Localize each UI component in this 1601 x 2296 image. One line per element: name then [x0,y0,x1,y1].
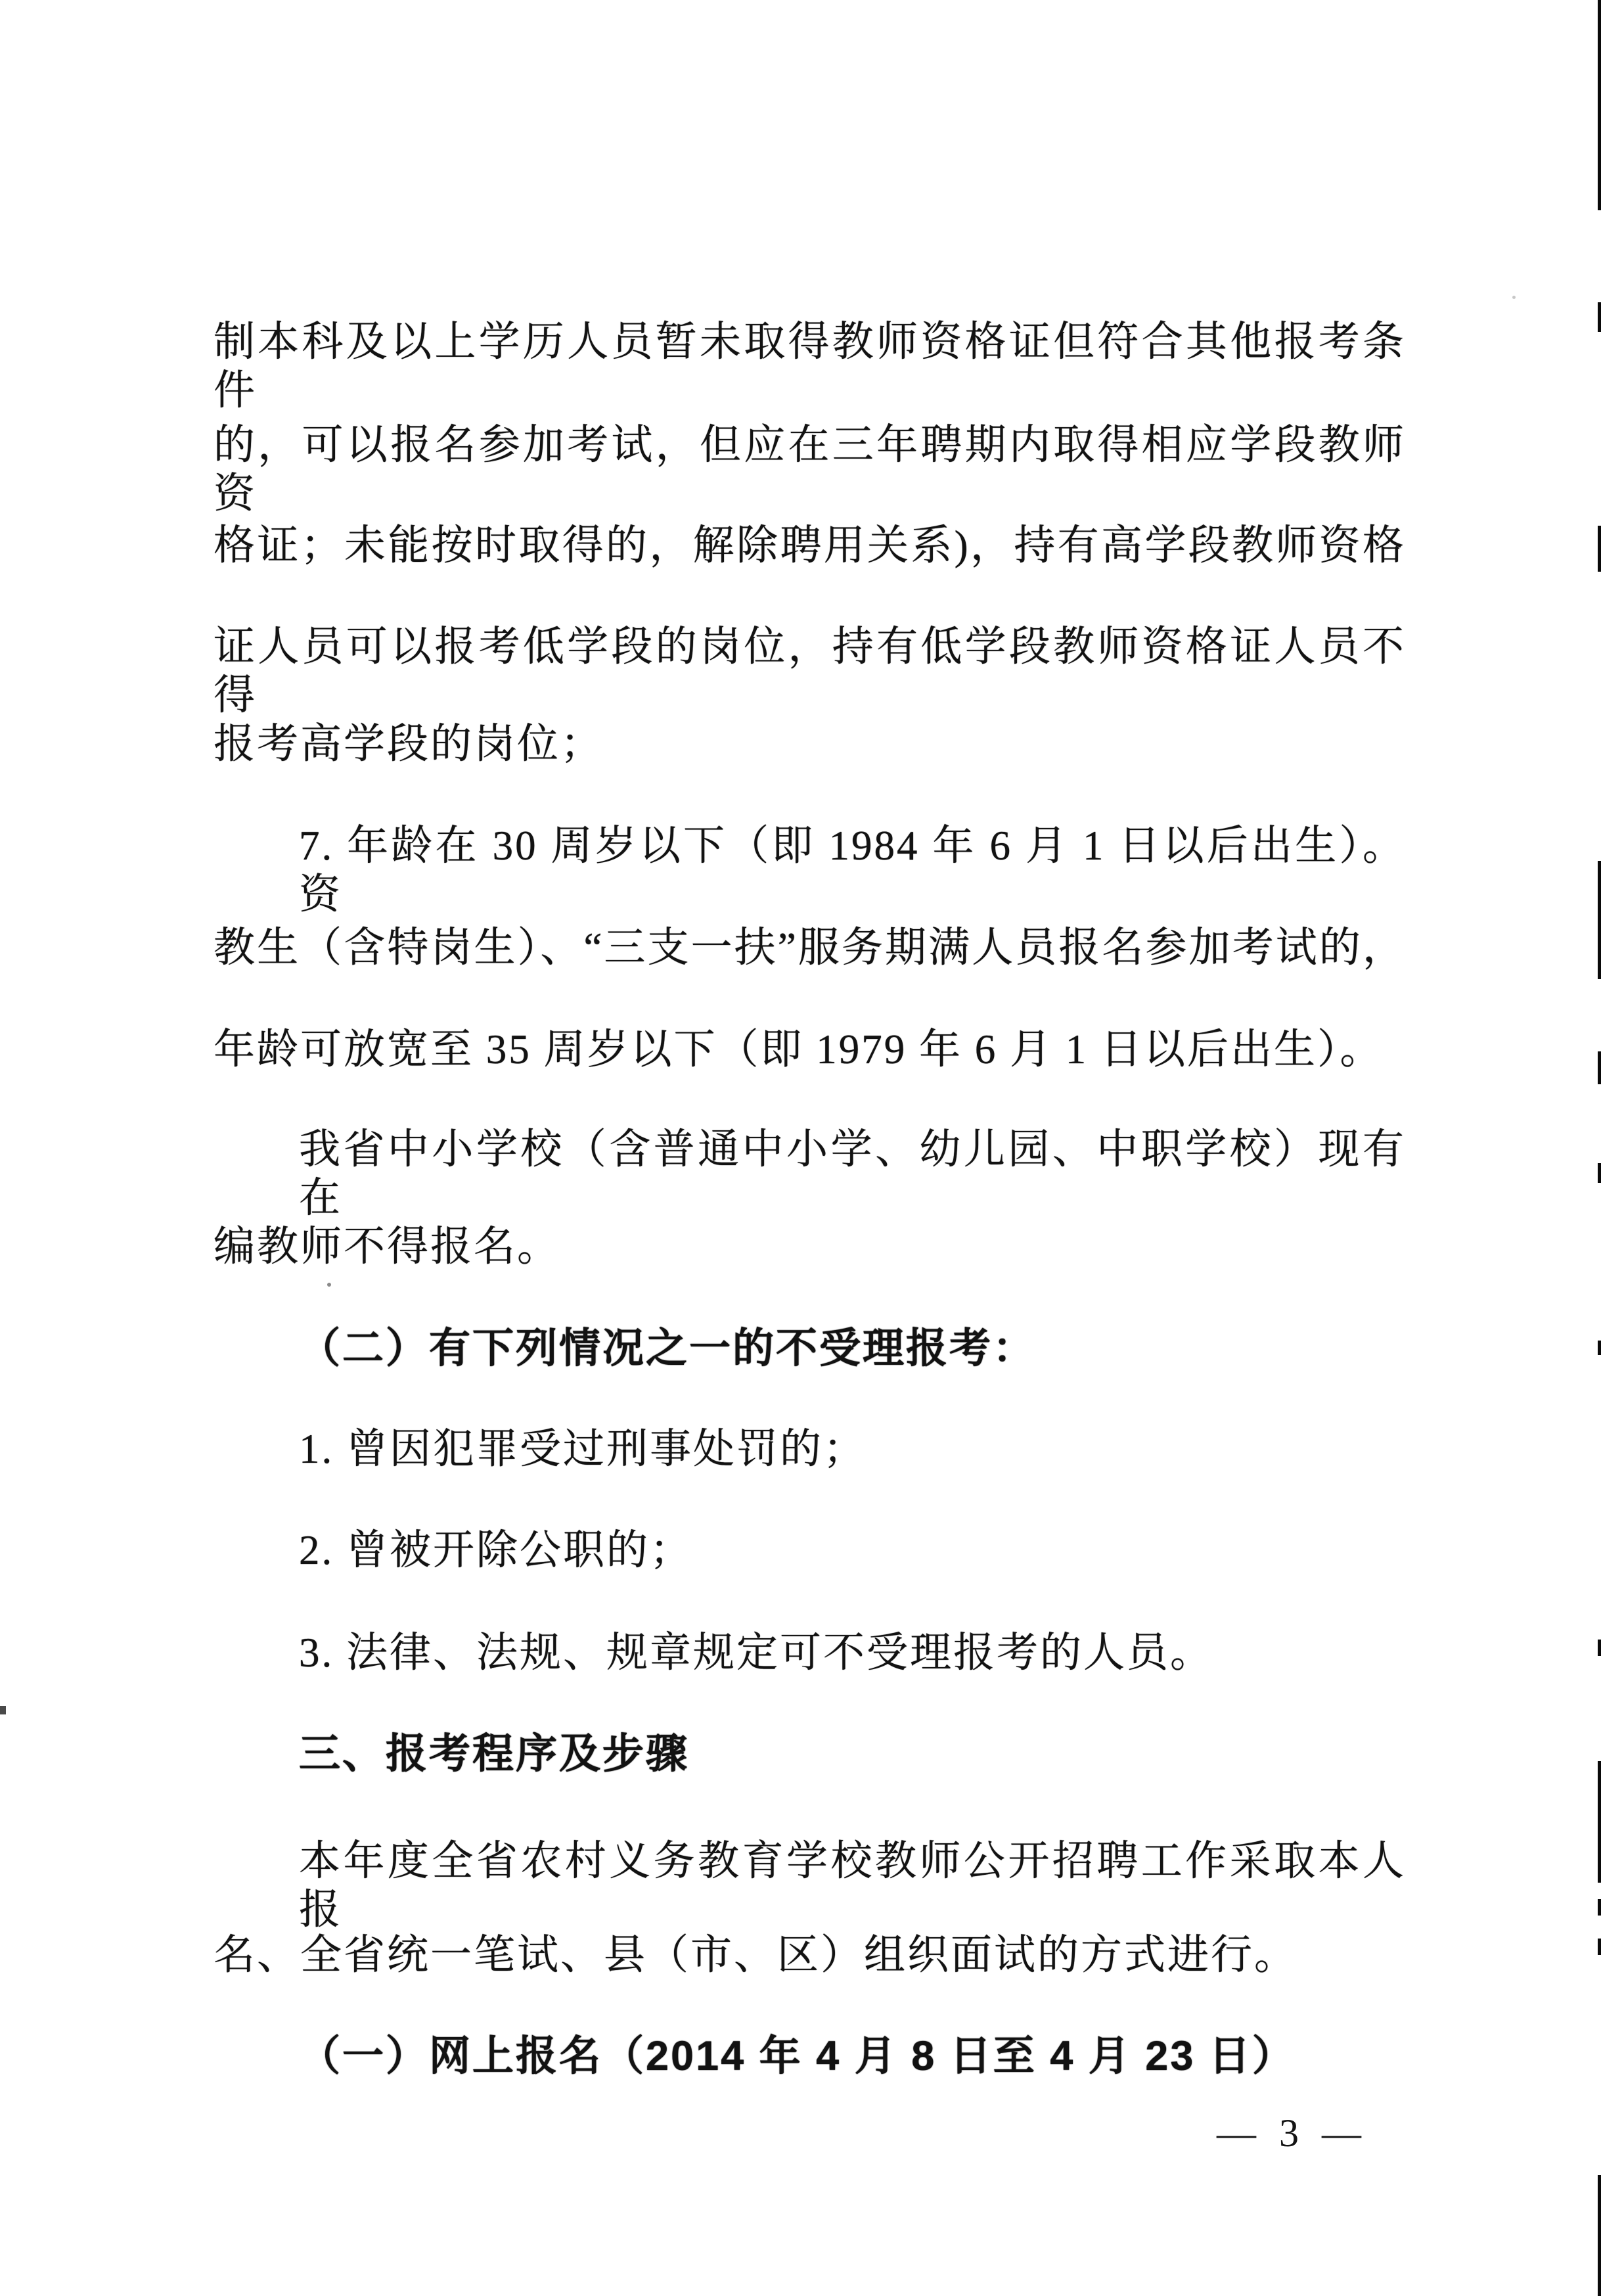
scan-edge-artifact [1598,526,1601,572]
list-item-1: 1. 曾因犯罪受过刑事处罚的； [299,1426,867,1472]
scan-edge-artifact [1598,861,1601,979]
document-line-16: 本年度全省农村义务教育学校教师公开招聘工作采取本人报 [299,1838,1406,1933]
scan-edge-artifact [0,1706,6,1714]
document-line-01: 制本科及以上学历人员暂未取得教师资格证但符合其他报考条件 [214,319,1406,414]
scan-edge-artifact [1598,1761,1601,1883]
scan-edge-artifact [1598,1640,1601,1656]
document-line-07: 教生（含特岗生）、“三支一扶”服务期满人员报名参加考试的， [214,925,1406,971]
scan-edge-artifact [1598,1163,1601,1183]
list-item-3: 3. 法律、法规、规章规定可不受理报考的人员。 [299,1630,1213,1676]
scan-edge-artifact [1598,1051,1601,1084]
page-number: — 3 — [1217,2111,1368,2155]
section-heading-2: （二）有下列情况之一的不受理报考： [299,1325,1036,1371]
scan-edge-artifact [1598,1899,1601,1916]
scan-edge-artifact [1598,302,1601,332]
scan-edge-artifact [1598,0,1601,210]
scan-edge-artifact [1598,1341,1601,1355]
document-line-17: 名、全省统一笔试、县（市、区）组织面试的方式进行。 [214,1932,1297,1978]
list-item-2: 2. 曾被开除公职的； [299,1527,693,1573]
document-line-06: 7. 年龄在 30 周岁以下（即 1984 年 6 月 1 日以后出生）。资 [299,823,1406,918]
subsection-heading-1: （一）网上报名（2014 年 4 月 8 日至 4 月 23 日） [299,2033,1296,2079]
document-line-10: 编教师不得报名。 [214,1224,560,1270]
document-line-02: 的，可以报名参加考试，但应在三年聘期内取得相应学段教师资 [214,422,1406,517]
document-line-03: 格证；未能按时取得的，解除聘用关系)，持有高学段教师资格 [214,522,1406,568]
chapter-heading-3: 三、报考程序及步骤 [299,1731,689,1777]
document-line-08: 年龄可放宽至 35 周岁以下（即 1979 年 6 月 1 日以后出生）。 [214,1026,1384,1072]
document-line-04: 证人员可以报考低学段的岗位，持有低学段教师资格证人员不得 [214,624,1406,719]
scan-speck-artifact [327,1283,331,1287]
scan-edge-artifact [1598,1939,1601,1955]
scan-speck-artifact [1512,296,1516,299]
scan-edge-artifact [1598,2175,1601,2296]
document-line-09: 我省中小学校（含普通中小学、幼儿园、中职学校）现有在 [299,1126,1406,1222]
document-line-05: 报考高学段的岗位； [214,721,604,767]
